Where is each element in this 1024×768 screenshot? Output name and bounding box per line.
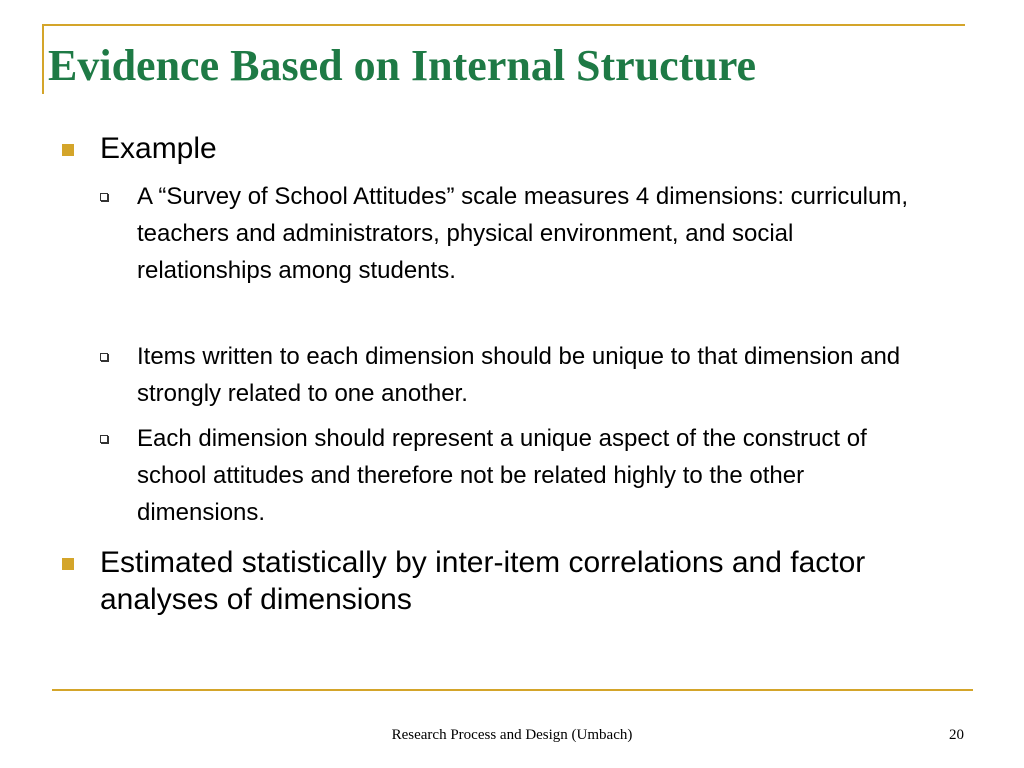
frame-top-line [42,24,965,26]
footer-divider [52,689,973,691]
hollow-square-bullet-icon [100,193,108,201]
sub-bullet-text: A “Survey of School Attitudes” scale measures 4 dimensions: curriculum, teachers and administrators, physical environment, and social relationships among students. [137,183,908,284]
page-number: 20 [949,727,964,743]
slide-title: Evidence Based on Internal Structure [48,41,757,90]
square-bullet-icon [62,144,74,156]
bullet-text: Example [100,132,217,165]
footer-text: Research Process and Design (Umbach) [391,727,633,743]
sub-bullet-text: Items written to each dimension should be unique to that dimension and strongly related to one another. [137,343,901,407]
hollow-square-bullet-icon [100,435,108,443]
frame-left-line [42,24,44,94]
sub-bullet-text: Each dimension should represent a unique aspect of the construct of school attitudes and therefore not be related highly to the other dimensions. [137,425,867,526]
square-bullet-icon [62,558,74,570]
hollow-square-bullet-icon [100,353,108,361]
bullet-text: Estimated statistically by inter-item correlations and factor analyses of dimensions [100,546,866,616]
